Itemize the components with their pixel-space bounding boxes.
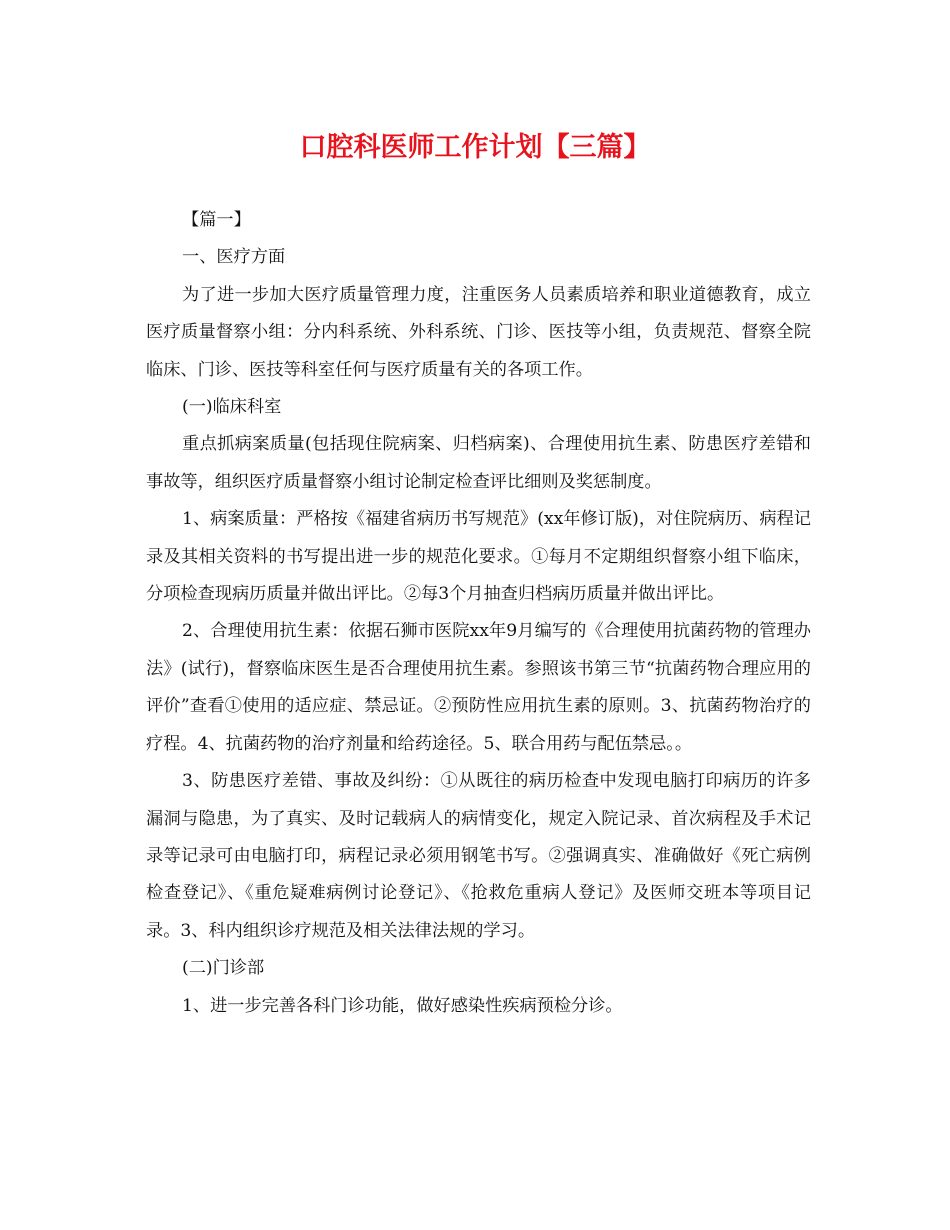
document-title: 口腔科医师工作计划【三篇】 <box>299 132 651 163</box>
subsection-heading: 一、医疗方面 <box>182 247 286 268</box>
document-body <box>146 202 811 1025</box>
section-heading: 【篇一】 <box>182 210 251 230</box>
paragraph: 为了进一步加大医疗质量管理力度，注重医务人员素质培养和职业道德教育，成立医疗质量督察小组：分内科系统、外科系统、门诊、医技等小组，负责规范、督察全院临床、门诊、医技等科室任何与医疗质量有关的各项工作。 <box>146 284 811 380</box>
paragraph: 2、合理使用抗生素：依据石狮市医院xx年9月编写的《合理使用抗菌药物的管理办法》(试行)，督察临床医生是否合理使用抗生素。参照该书第三节“抗菌药物合理应用的评价”查看①使用的适应症、禁忌证。②预防性应用抗生素的原则。3、抗菌药物治疗的疗程。4、抗菌药物的治疗剂量和给药途径。5、联合用药与配伍禁忌。。 <box>146 621 811 754</box>
subsection-heading: (二)门诊部 <box>182 958 265 979</box>
paragraph: 1、进一步完善各科门诊功能，做好感染性疾病预检分诊。 <box>182 995 623 1016</box>
subsection-heading: (一)临床科室 <box>182 397 282 418</box>
paragraph: 重点抓病案质量(包括现住院病案、归档病案)、合理使用抗生素、防患医疗差错和事故等，组织医疗质量督察小组讨论制定检查评比细则及奖惩制度。 <box>146 434 811 492</box>
paragraph: 3、防患医疗差错、事故及纠纷：①从既往的病历检查中发现电脑打印病历的许多漏洞与隐患，为了真实、及时记载病人的病情变化，规定入院记录、首次病程及手术记录等记录可由电脑打印，病程记录必须用钢笔书写。②强调真实、准确做好《死亡病例检查登记》、《重危疑难病例讨论登记》、《抢救危重病人登记》及医师交班本等项目记录。3、科内组织诊疗规范及相关法律法规的学习。 <box>146 771 811 941</box>
paragraph: 1、病案质量：严格按《福建省病历书写规范》(xx年修订版)，对住院病历、病程记录及其相关资料的书写提出进一步的规范化要求。①每月不定期组织督察小组下临床，分项检查现病历质量并做出评比。②每3个月抽查归档病历质量并做出评比。 <box>146 509 811 605</box>
